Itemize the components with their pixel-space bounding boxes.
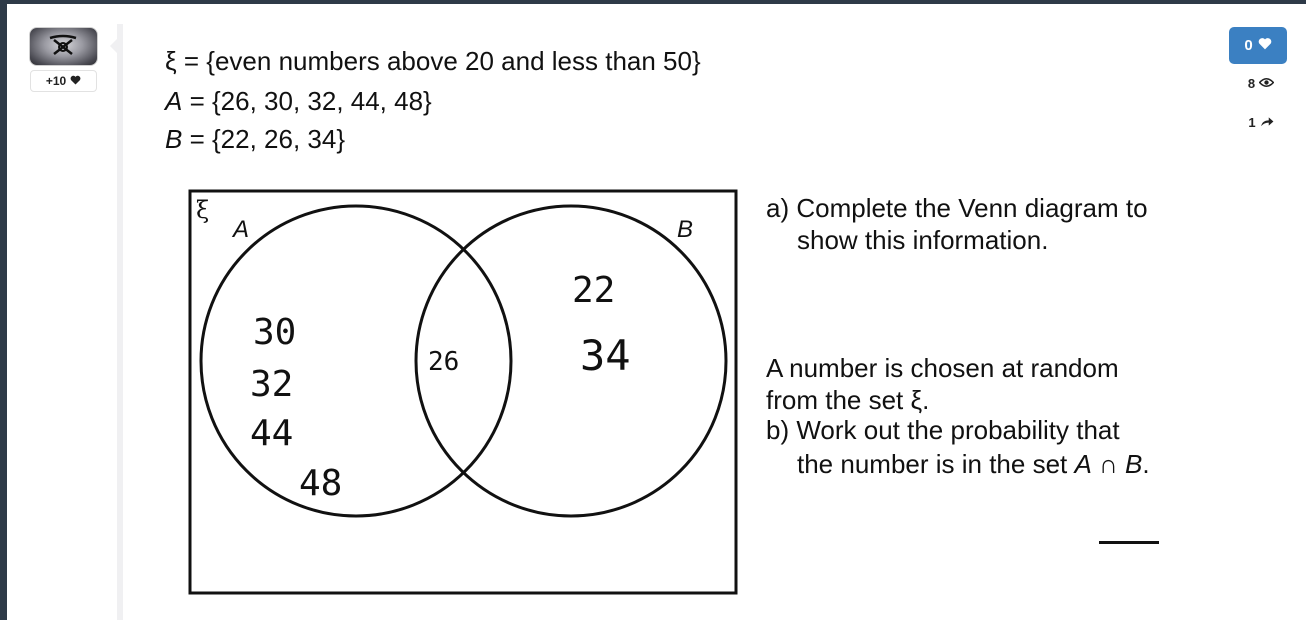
circle-b xyxy=(416,206,726,516)
part-b-line-2-start: the number is in the set xyxy=(797,449,1075,479)
handwritten-b-only-2: 34 xyxy=(580,331,631,380)
set-a-text: = {26, 30, 32, 44, 48} xyxy=(182,86,432,116)
part-b-line-1: b) Work out the probability that xyxy=(766,415,1120,445)
handwritten-intersection-1: 26 xyxy=(428,347,460,377)
set-a-name: A xyxy=(165,86,183,116)
xi-symbol: ξ xyxy=(165,46,177,76)
part-b-line-2-end: . xyxy=(1142,449,1150,479)
reputation-value: +10 xyxy=(45,74,67,88)
handwritten-a-only-1: 30 xyxy=(253,312,297,353)
universal-set-text: = {even numbers above 20 and less than 50} xyxy=(176,46,701,76)
like-count: 0 xyxy=(1244,37,1253,54)
venn-label-a: A xyxy=(233,216,250,243)
set-b-name: B xyxy=(165,124,183,154)
venn-label-b: B xyxy=(677,216,694,243)
handwritten-b-only-1: 22 xyxy=(572,270,616,311)
part-a-line-1: a) Complete the Venn diagram to xyxy=(766,193,1148,223)
part-b-intro-1: A number is chosen at random xyxy=(766,353,1119,383)
circle-a xyxy=(201,206,511,516)
handwritten-a-only-2: 32 xyxy=(250,364,294,405)
shares-value: 1 xyxy=(1248,114,1256,130)
set-b-text: = {22, 26, 34} xyxy=(182,124,345,154)
part-b-line-2-set-b: B xyxy=(1124,449,1143,479)
handwritten-a-only-4: 48 xyxy=(299,463,343,504)
handwritten-a-only-3: 44 xyxy=(250,413,294,454)
part-a-line-2: show this information. xyxy=(797,225,1049,255)
venn-xi-label: ξ xyxy=(196,196,210,224)
part-b-line-2-set-a: A xyxy=(1074,449,1092,479)
views-value: 8 xyxy=(1247,75,1256,91)
answer-line xyxy=(1099,541,1159,544)
part-b-line-2 xyxy=(797,448,1150,480)
part-b-line-2-intersection-symbol: ∩ xyxy=(1091,449,1125,479)
part-b-intro-2: from the set ξ. xyxy=(766,385,930,415)
